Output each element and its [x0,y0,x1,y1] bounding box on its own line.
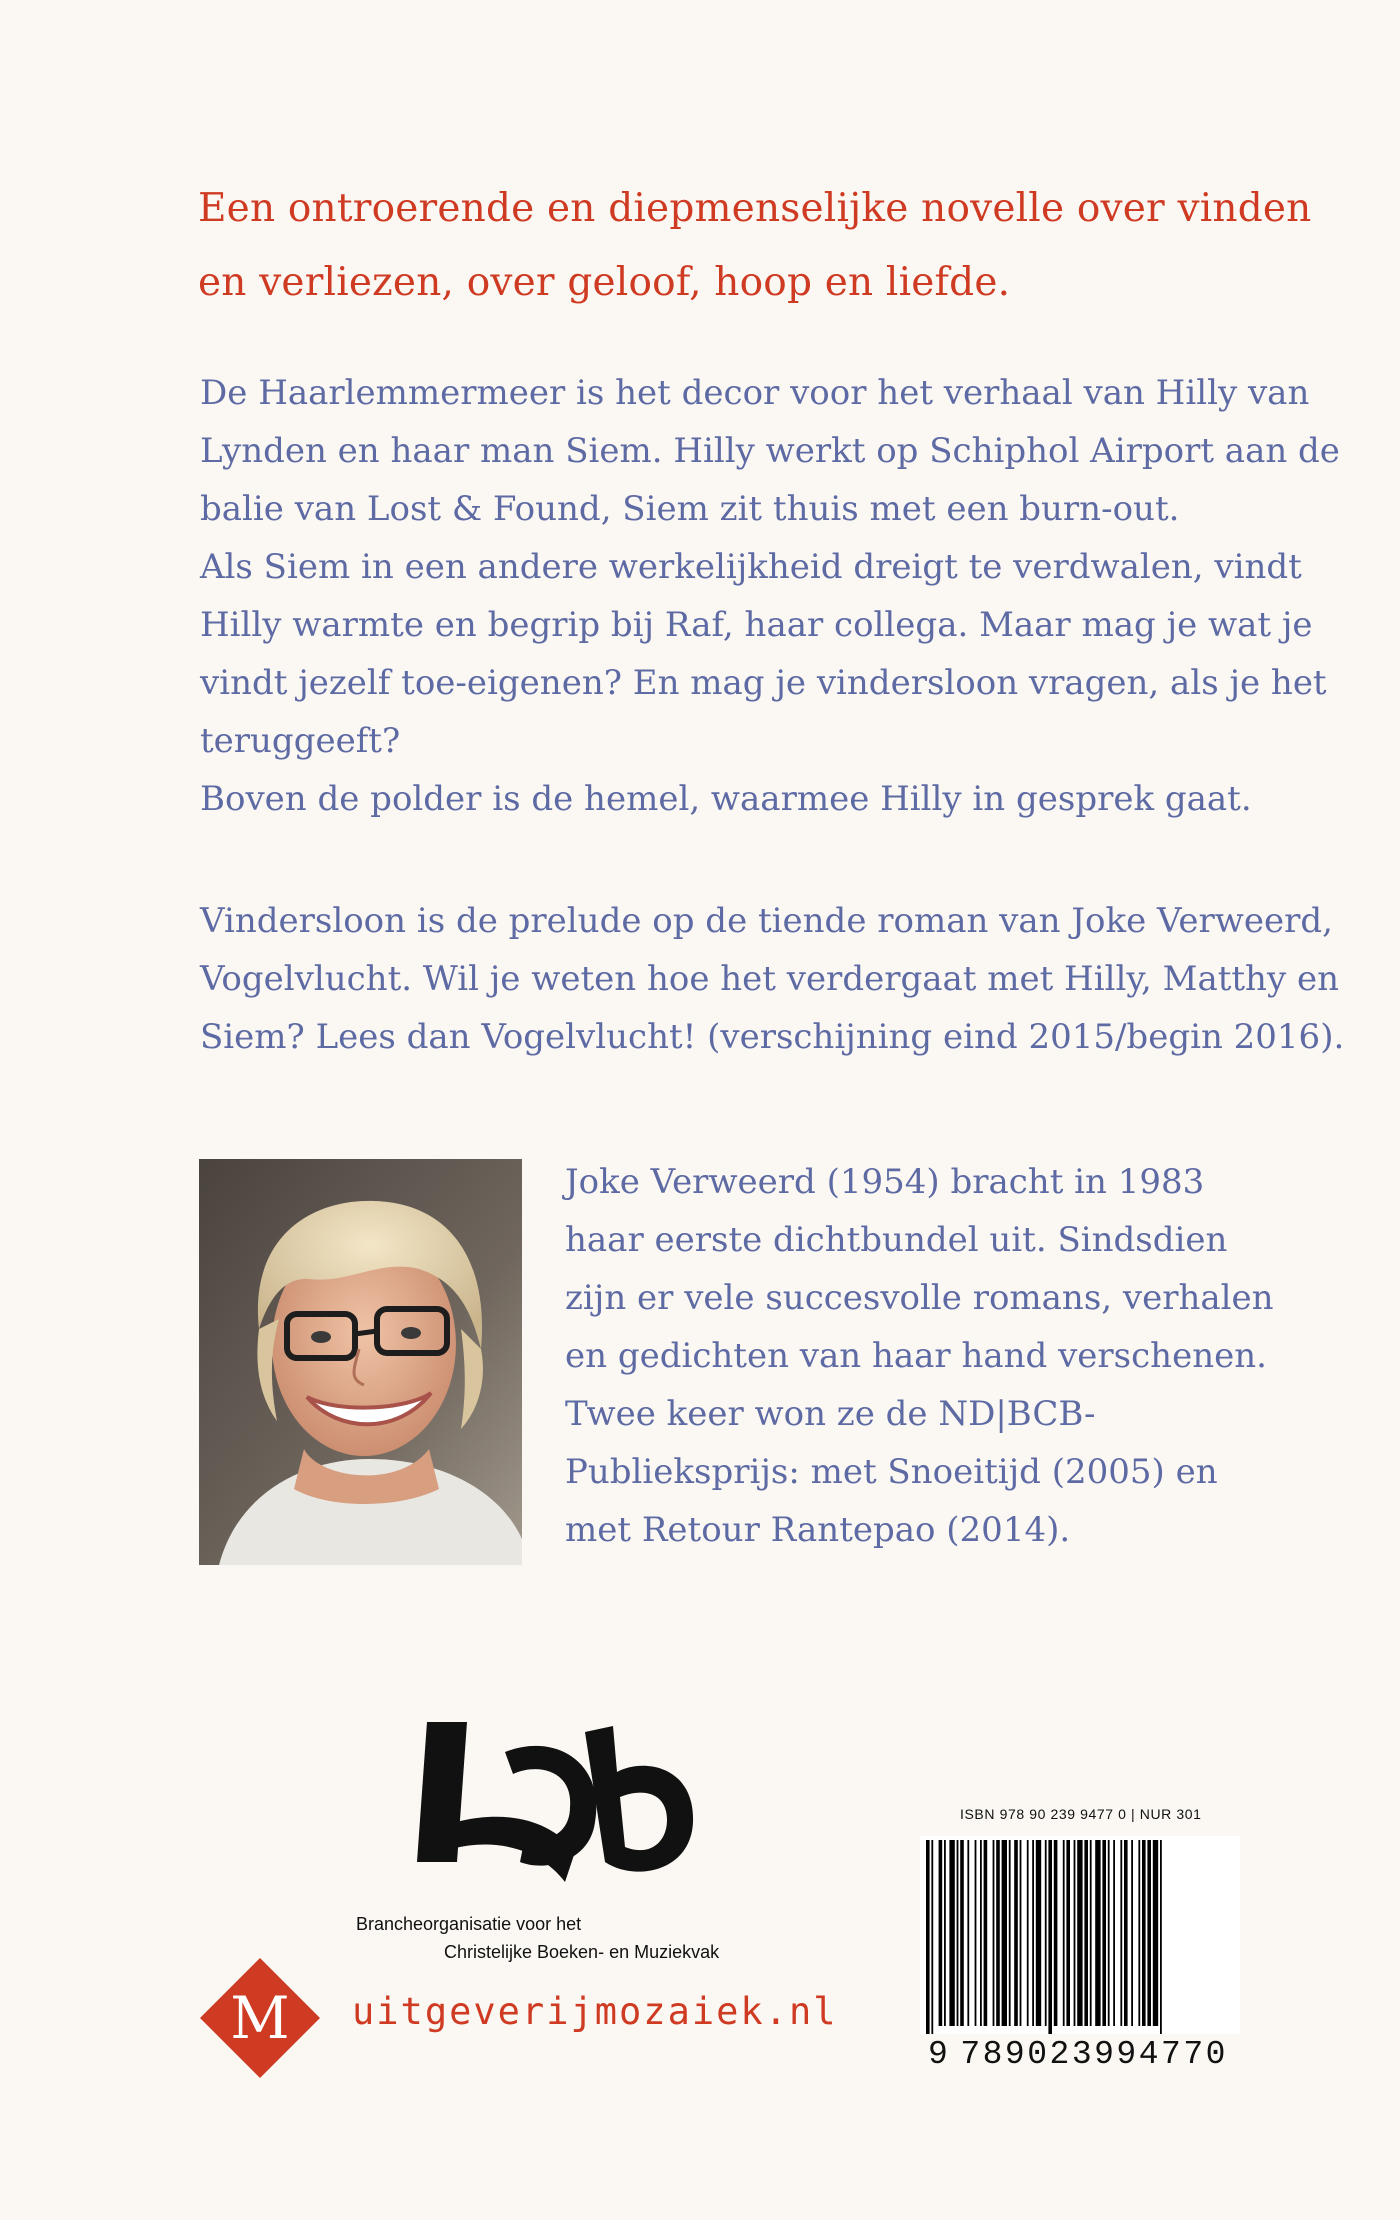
barcode-bar [1095,1840,1100,2026]
author-bio-line: Publieksprijs: met Snoeitijd (2005) en [565,1452,1218,1492]
barcode-bar [1160,1840,1162,2034]
bcb-logo [405,1712,705,1892]
barcode-bar [944,1840,946,2026]
synopsis-line: Hilly warmte en begrip bij Raf, haar collega. Maar mag je wat je [200,605,1313,645]
barcode-bar [1120,1840,1122,2026]
barcode-bar [949,1840,954,2026]
synopsis-line: Lynden en haar man Siem. Hilly werkt op Schiphol Airport aan de [200,431,1340,471]
barcode-digit-group: 789023994770 [960,2036,1228,2073]
prelude-line: Vogelvlucht. Wil je weten hoe het verdergaat met Hilly, Matthy en [200,959,1339,999]
author-bio-line: zijn er vele succesvolle romans, verhalen [565,1278,1274,1318]
barcode-bar [1147,1840,1151,2026]
tagline [198,172,1312,320]
barcode-bar [960,1840,964,2026]
barcode-bar [1048,1840,1052,2034]
synopsis-line: Boven de polder is de hemel, waarmee Hilly in gesprek gaat. [200,779,1252,819]
bcb-subtitle-line: Christelijke Boeken- en Muziekvak [444,1942,720,1962]
isbn-label: ISBN 978 90 239 9477 0 | NUR 301 [960,1806,1202,1822]
barcode-bar [926,1840,930,2034]
author-bio-line: Joke Verweerd (1954) bracht in 1983 [565,1162,1205,1202]
author-bio-line: met Retour Rantepao (2014). [565,1510,1071,1550]
tagline-line: Een ontroerende en diepmenselijke novelle over vinden [198,186,1312,231]
barcode-bar [1077,1840,1082,2026]
barcode-bar [1084,1840,1088,2026]
barcode-bar [1090,1840,1092,2026]
barcode-bar [1066,1840,1070,2026]
barcode-bar [1108,1840,1110,2026]
barcode-first-digit: 9 [928,2036,951,2073]
author-photo [199,1159,522,1565]
synopsis-line: Als Siem in een andere werkelijkheid dreigt te verdwalen, vindt [200,547,1302,587]
prelude-line: Siem? Lees dan Vogelvlucht! (verschijning eind 2015/begin 2016). [200,1017,1345,1057]
barcode-bar [1002,1840,1007,2026]
barcode-bar [975,1840,977,2026]
synopsis-paragraph [200,364,1340,828]
isbn-barcode [920,1836,1240,2034]
barcode-bar [1014,1840,1018,2026]
mozaiek-logo-letter: M [230,1984,290,2052]
barcode-bar [1074,1840,1076,2026]
synopsis-line: vindt jezelf toe-eigenen? En mag je vindersloon vragen, als je het [200,663,1327,703]
barcode-bar [996,1840,1000,2026]
author-bio-line: en gedichten van haar hand verschenen. [565,1336,1267,1376]
barcode-bar [967,1840,969,2026]
publisher-website-link[interactable]: uitgeverijmozaiek.nl [352,1990,838,2033]
barcode-bar [1032,1840,1034,2026]
barcode-bar [931,1840,933,2034]
barcode-bar [1138,1840,1140,2026]
barcode-bar [1142,1840,1146,2026]
author-portrait-illustration [199,1159,522,1565]
tagline-line: en verliezen, over geloof, hoop en liefde. [198,260,1011,305]
barcode-bar [980,1840,982,2026]
barcode-bar [1009,1840,1011,2026]
barcode-digits [928,2036,1238,2073]
barcode-bar [1153,1840,1158,2026]
barcode-bar [1131,1840,1133,2026]
mozaiek-logo [198,1956,322,2080]
barcode-bar [1054,1840,1058,2026]
author-bio-line: haar eerste dichtbundel uit. Sindsdien [565,1220,1228,1260]
bcb-subtitle-line: Brancheorganisatie voor het [356,1914,582,1934]
barcode-bar [1045,1840,1047,2026]
author-bio-line: Twee keer won ze de ND|BCB- [565,1394,1096,1434]
barcode-bar [1113,1840,1115,2026]
author-bio [565,1153,1274,1559]
barcode-bar [1036,1840,1041,2026]
synopsis-line: balie van Lost & Found, Siem zit thuis met een burn-out. [200,489,1180,529]
barcode-bar [1020,1840,1022,2026]
bcb-subtitle [356,1910,776,1966]
barcode-bar [993,1840,995,2026]
barcode-bar [939,1840,943,2026]
barcode-bar [1027,1840,1029,2026]
barcode-bar [1124,1840,1128,2026]
barcode-bar [957,1840,959,2026]
barcode-bar [1063,1840,1065,2026]
prelude-paragraph [200,892,1345,1066]
barcode-bar [984,1840,988,2026]
synopsis-line: De Haarlemmermeer is het decor voor het verhaal van Hilly van [200,373,1310,413]
barcode-bar [1102,1840,1106,2026]
synopsis-line: teruggeeft? [200,721,401,761]
prelude-line: Vindersloon is de prelude op de tiende roman van Joke Verweerd, [200,901,1333,941]
